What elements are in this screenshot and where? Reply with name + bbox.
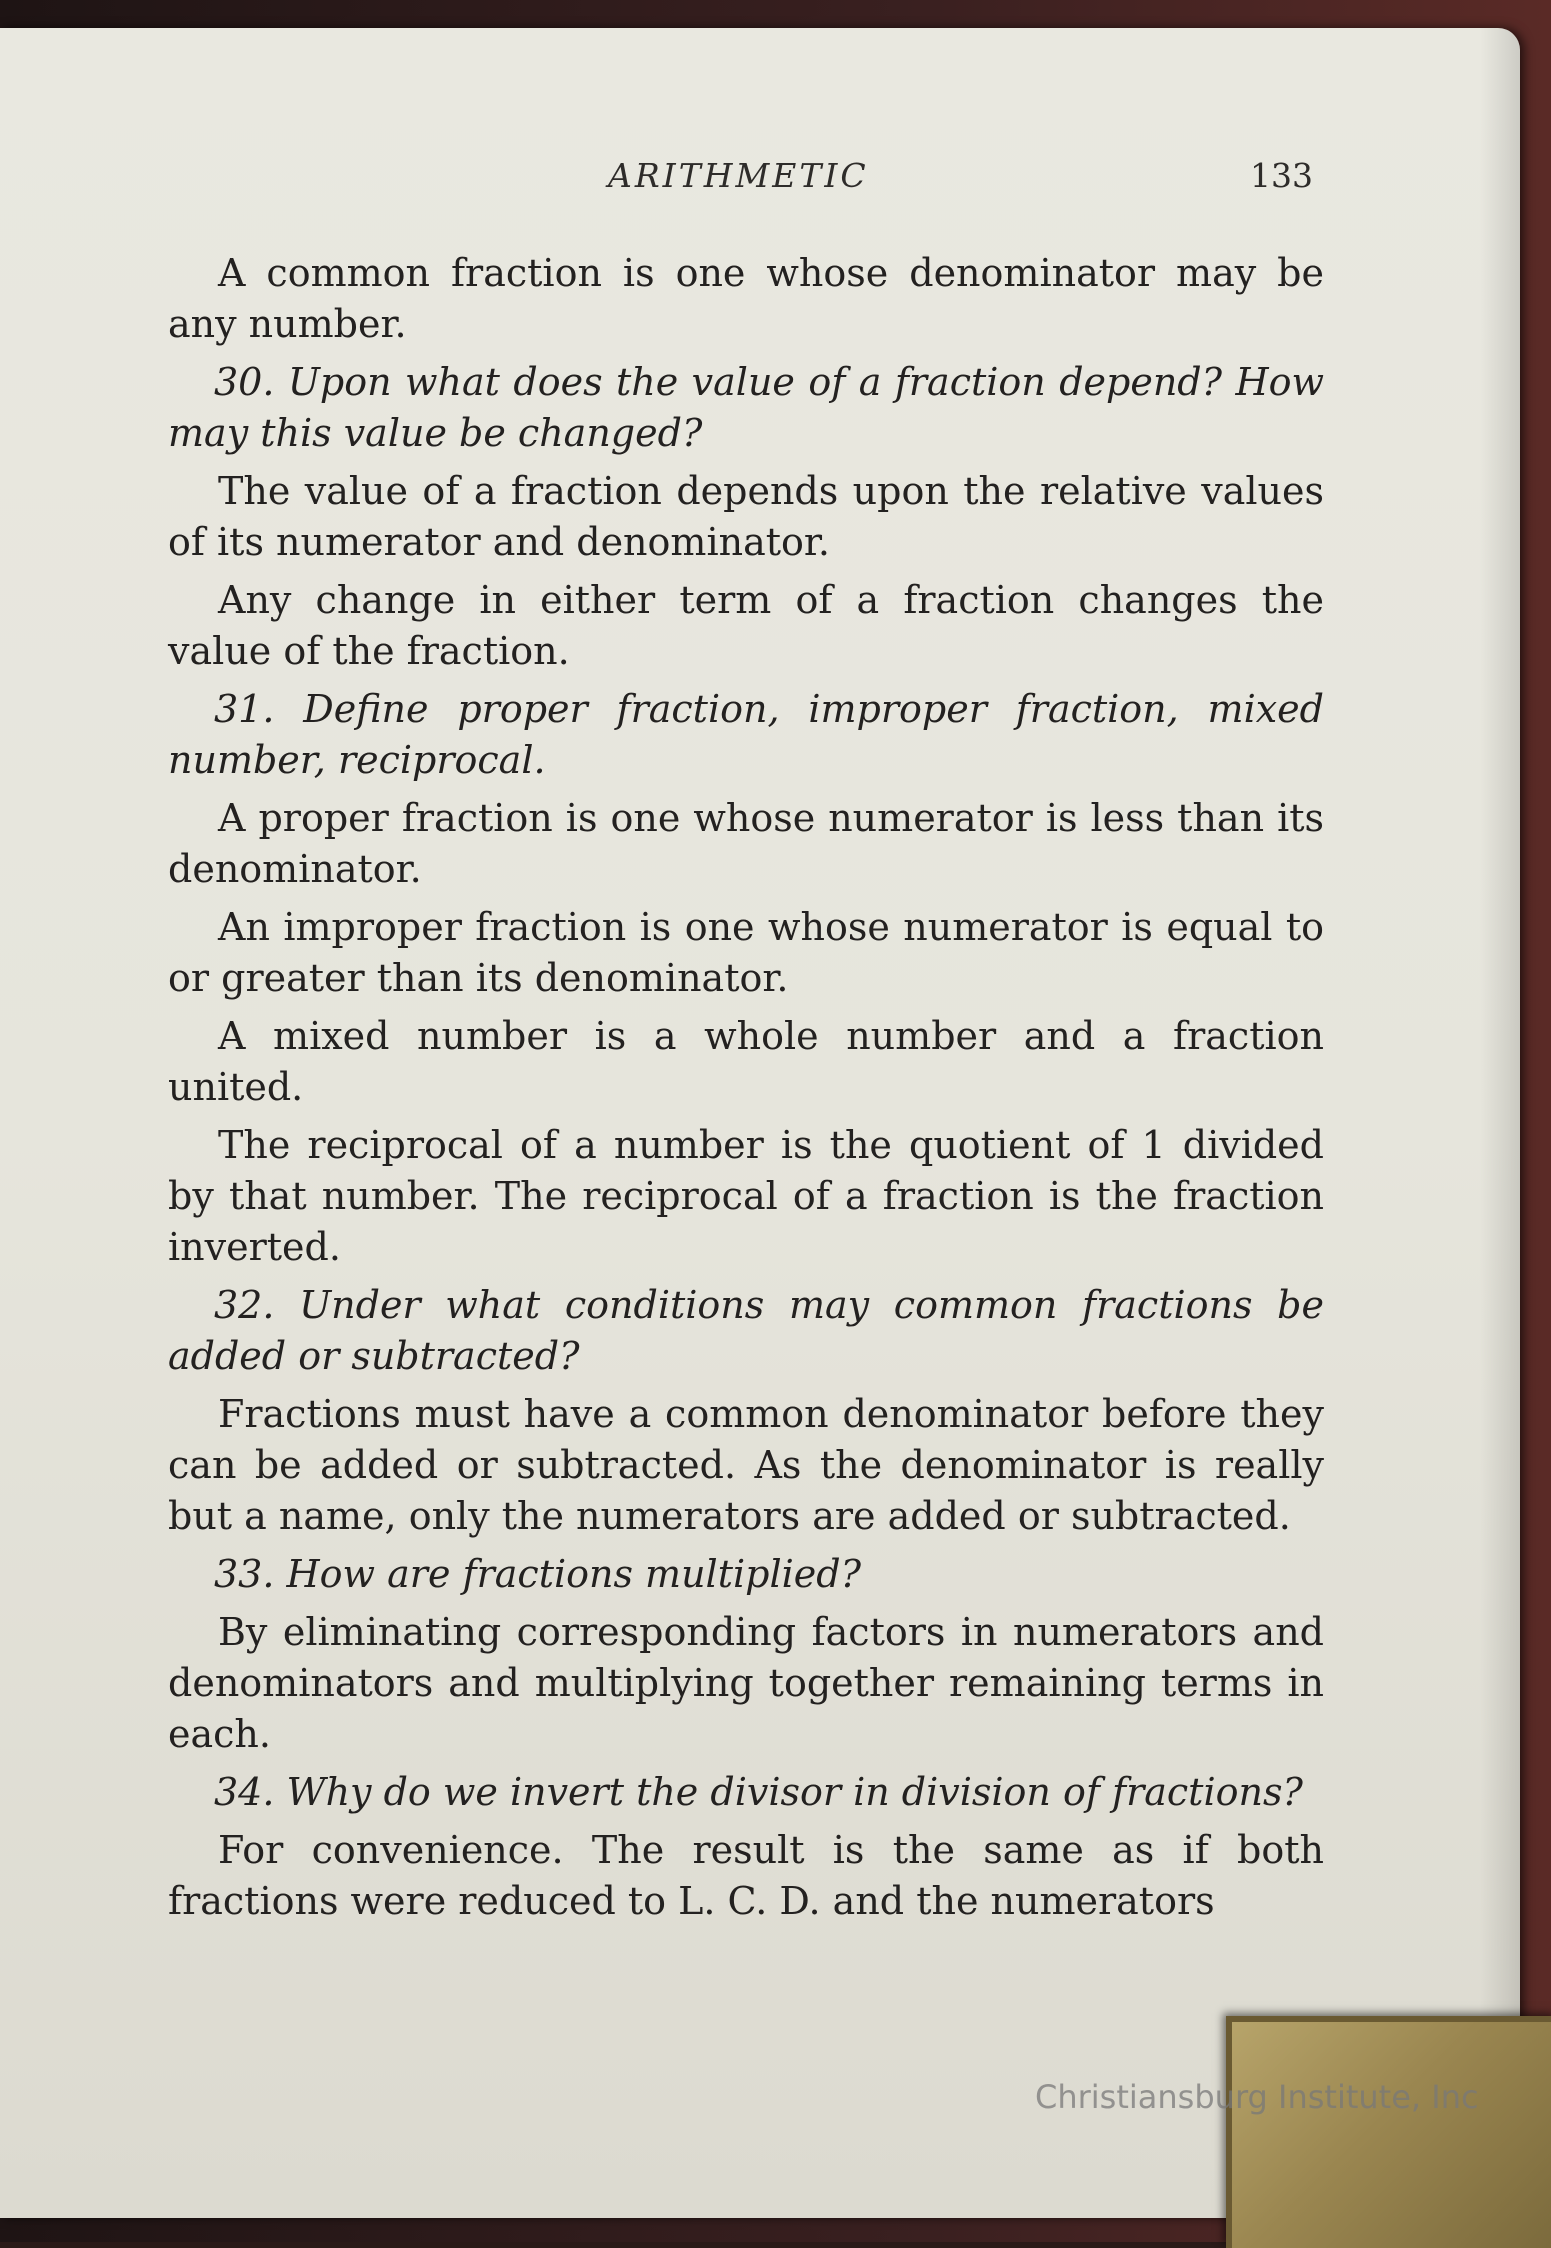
question-32: 32. Under what conditions may common fractions be added or subtracted? [168, 1283, 1324, 1378]
paragraph-value-depends: The value of a fraction depends upon the relative values of its numerator and denominator. [168, 469, 1324, 564]
question-30: 30. Upon what does the value of a fraction depend? How may this value be changed? [168, 360, 1324, 455]
paragraph-common-denominator: Fractions must have a common denominator before they can be added or subtracted. As the denominator is really but a name, only the numerators are added or subtracted. [168, 1392, 1324, 1538]
paragraph-improper-fraction: An improper fraction is one whose numerator is equal to or greater than its denominator. [168, 905, 1324, 1000]
running-head [0, 156, 1551, 196]
paragraph-proper-fraction: A proper fraction is one whose numerator is less than its denominator. [168, 796, 1324, 891]
watermark: Christiansburg Institute, Inc [1035, 2078, 1479, 2116]
paragraph-mixed-number: A mixed number is a whole number and a fraction united. [168, 1014, 1324, 1109]
page-number: 133 [1250, 156, 1313, 195]
question-31: 31. Define proper fraction, improper fraction, mixed number, reciprocal. [168, 687, 1324, 782]
paragraph-convenience: For convenience. The result is the same as if both fractions were reduced to L. C. D. and the numerators [168, 1828, 1324, 1923]
paragraph-common-fraction: A common fraction is one whose denominator may be any number. [168, 251, 1324, 346]
metal-stand-plate [1226, 2016, 1551, 2248]
page-text [168, 248, 1324, 1934]
paragraph-any-change: Any change in either term of a fraction changes the value of the fraction. [168, 578, 1324, 673]
question-33: 33. How are fractions multiplied? [214, 1552, 861, 1596]
paragraph-reciprocal: The reciprocal of a number is the quotient of 1 divided by that number. The reciprocal of a fraction is the fraction inverted. [168, 1123, 1324, 1269]
paragraph-multiplying: By eliminating corresponding factors in numerators and denominators and multiplying together remaining terms in each. [168, 1610, 1324, 1756]
running-title: ARITHMETIC [608, 156, 869, 195]
question-34: 34. Why do we invert the divisor in division of fractions? [214, 1770, 1303, 1814]
